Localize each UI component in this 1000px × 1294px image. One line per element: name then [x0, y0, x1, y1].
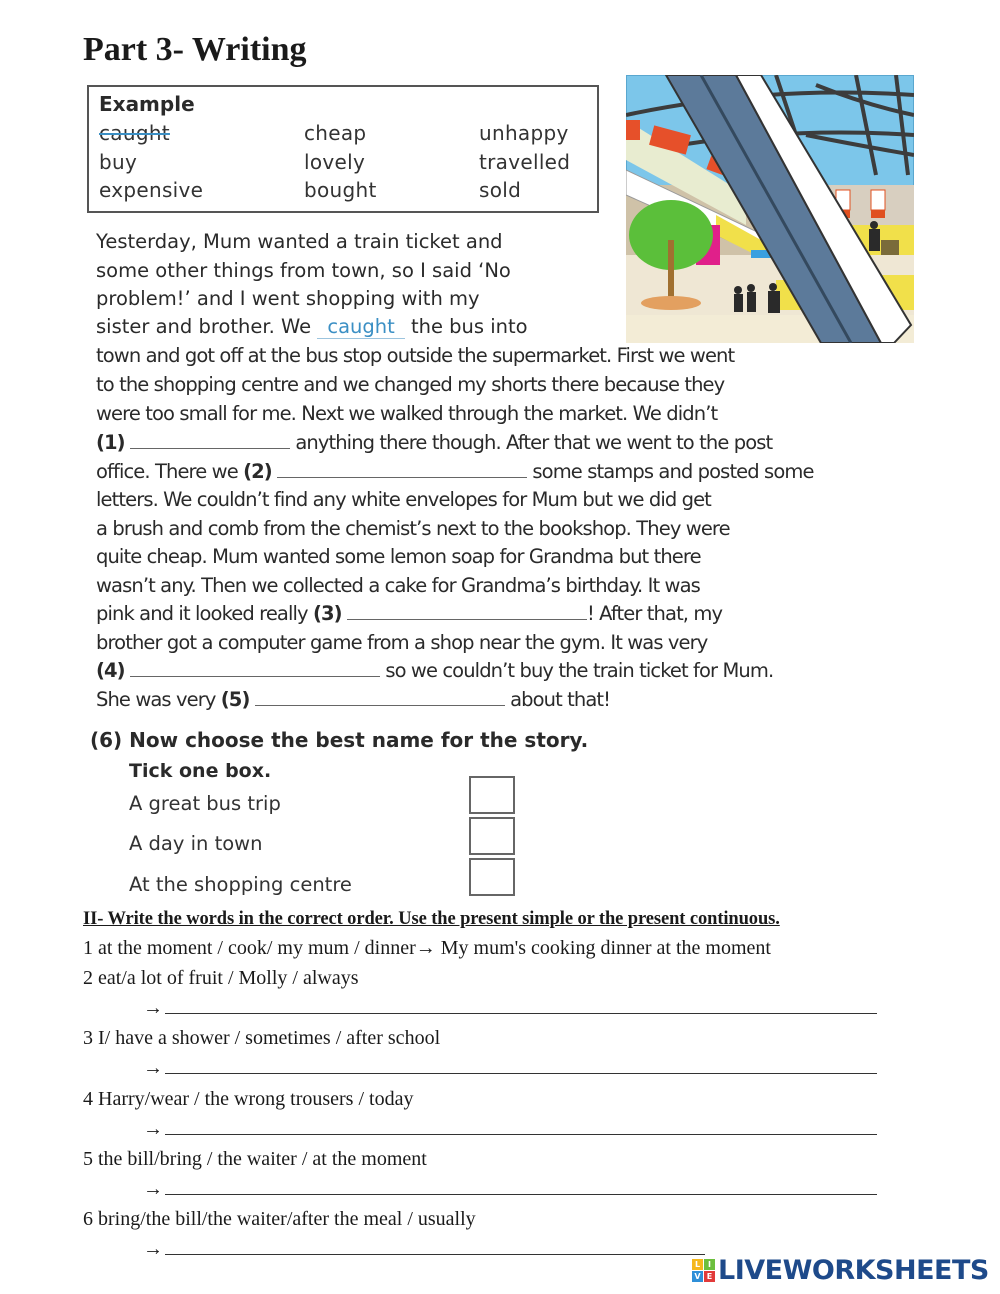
gap-1-input[interactable]: [130, 447, 290, 449]
story-line: wasn’t any. Then we collected a cake for Grandma’s birthday. It was: [96, 574, 700, 597]
story-line: brother got a computer game from a shop near the gym. It was very: [96, 631, 708, 654]
story-text: pink and it looked really: [96, 602, 313, 625]
story-line: town and got off at the bus stop outside the supermarket. First we went: [96, 344, 735, 367]
gap-label: (4): [96, 659, 125, 682]
arrow-icon: →: [143, 1178, 163, 1200]
item-prompt: 5 the bill/bring / the waiter / at the moment: [83, 1148, 427, 1170]
item-prompt: 2 eat/a lot of fruit / Molly / always: [83, 967, 359, 989]
story-line: [96, 602, 722, 625]
option-checkbox-day-in-town[interactable]: [469, 817, 515, 855]
story-line: some other things from town, so I said ‘No: [96, 259, 511, 282]
answer-input-5[interactable]: [165, 1193, 877, 1195]
gap-label: (5): [220, 688, 250, 711]
story-text: so we couldn’t buy the train ticket for Mum.: [385, 659, 774, 682]
story-line: a brush and comb from the chemist’s next to the bookshop. They were: [96, 517, 730, 540]
word-box-label: Example: [99, 92, 195, 116]
story-line: to the shopping centre and we changed my shorts there because they: [96, 373, 725, 396]
item-prompt: 3 I/ have a shower / sometimes / after school: [83, 1027, 441, 1049]
story-line: [96, 659, 773, 682]
word-option-example: caught: [99, 121, 170, 145]
gap-label: (1): [96, 431, 125, 454]
arrow-icon: →: [143, 1118, 163, 1140]
logo-tiles-icon: [692, 1259, 715, 1282]
question-6-instruction: Tick one box.: [129, 760, 272, 782]
logo-tile: E: [704, 1271, 715, 1282]
page-title: Part 3- Writing: [83, 31, 307, 68]
gap-label: (3): [312, 602, 342, 625]
story-text: office. There we: [96, 460, 244, 483]
logo-tile: I: [704, 1259, 715, 1270]
story-text: some stamps and posted some: [532, 460, 814, 483]
item-prompt: 6 bring/the bill/the waiter/after the meal / usually: [83, 1208, 476, 1230]
answer-row: [143, 1238, 705, 1261]
arrow-icon: →: [415, 937, 436, 959]
option-label: A great bus trip: [129, 792, 281, 815]
answer-input-2[interactable]: [165, 1012, 877, 1014]
answer-row: [143, 1178, 877, 1201]
story-text: about that!: [510, 688, 611, 711]
story-line: [96, 315, 528, 338]
story-line: quite cheap. Mum wanted some lemon soap for Grandma but there: [96, 545, 701, 568]
story-line: problem!’ and I went shopping with my: [96, 287, 480, 310]
story-text: sister and brother. We: [96, 315, 318, 338]
story-line: letters. We couldn’t find any white envelopes for Mum but we did get: [96, 488, 711, 511]
answer-input-3[interactable]: [165, 1072, 877, 1074]
logo-tile: V: [692, 1271, 703, 1282]
gap-4-input[interactable]: [130, 675, 380, 677]
question-6-prompt: (6) Now choose the best name for the story.: [90, 728, 589, 752]
word-option: cheap: [304, 121, 367, 145]
section-2-heading: II- Write the words in the correct order. Use the present simple or the present continuous.: [83, 909, 780, 929]
answer-row: [143, 1118, 877, 1141]
story-line: [96, 460, 814, 483]
story-line: Yesterday, Mum wanted a train ticket and: [96, 230, 503, 253]
example-answer: caught: [317, 315, 404, 339]
item-prompt: 4 Harry/wear / the wrong trousers / today: [83, 1088, 414, 1110]
option-label: A day in town: [129, 832, 263, 855]
liveworksheets-logo: [692, 1255, 989, 1285]
story-line: [96, 688, 610, 711]
word-option: bought: [304, 178, 377, 202]
option-checkbox-shopping-centre[interactable]: [469, 858, 515, 896]
example-item-answer: My mum's cooking dinner at the moment: [440, 937, 771, 959]
word-option: lovely: [304, 150, 366, 174]
option-label: At the shopping centre: [129, 873, 352, 896]
story-text: anything there though. After that we went to the post: [295, 431, 773, 454]
gap-3-input[interactable]: [347, 618, 587, 620]
word-box: [87, 85, 599, 213]
story-text: the bus into: [404, 315, 528, 338]
answer-row: [143, 1057, 877, 1080]
word-option: expensive: [99, 178, 204, 202]
gap-5-input[interactable]: [255, 704, 505, 706]
word-option: unhappy: [479, 121, 569, 145]
logo-wordmark: LIVEWORKSHEETS: [718, 1254, 989, 1286]
gap-label: (2): [243, 460, 272, 483]
shopping-centre-illustration: [626, 75, 914, 343]
story-line: [96, 431, 772, 454]
logo-tile: L: [692, 1259, 703, 1270]
story-text: ! After that, my: [586, 602, 723, 625]
arrow-icon: →: [143, 1057, 163, 1079]
gap-2-input[interactable]: [277, 476, 527, 478]
item-prompt: 1 at the moment / cook/ my mum / dinner: [83, 937, 416, 959]
story-text: She was very: [96, 688, 221, 711]
answer-input-4[interactable]: [165, 1133, 877, 1135]
answer-input-6[interactable]: [165, 1253, 705, 1255]
word-option: buy: [99, 150, 138, 174]
word-option: sold: [479, 178, 522, 202]
word-option: travelled: [479, 150, 571, 174]
arrow-icon: →: [143, 997, 163, 1019]
option-checkbox-great-bus-trip[interactable]: [469, 776, 515, 814]
answer-row: [143, 997, 877, 1020]
arrow-icon: →: [143, 1238, 163, 1260]
story-line: were too small for me. Next we walked through the market. We didn’t: [96, 402, 718, 425]
example-item: [83, 937, 771, 960]
